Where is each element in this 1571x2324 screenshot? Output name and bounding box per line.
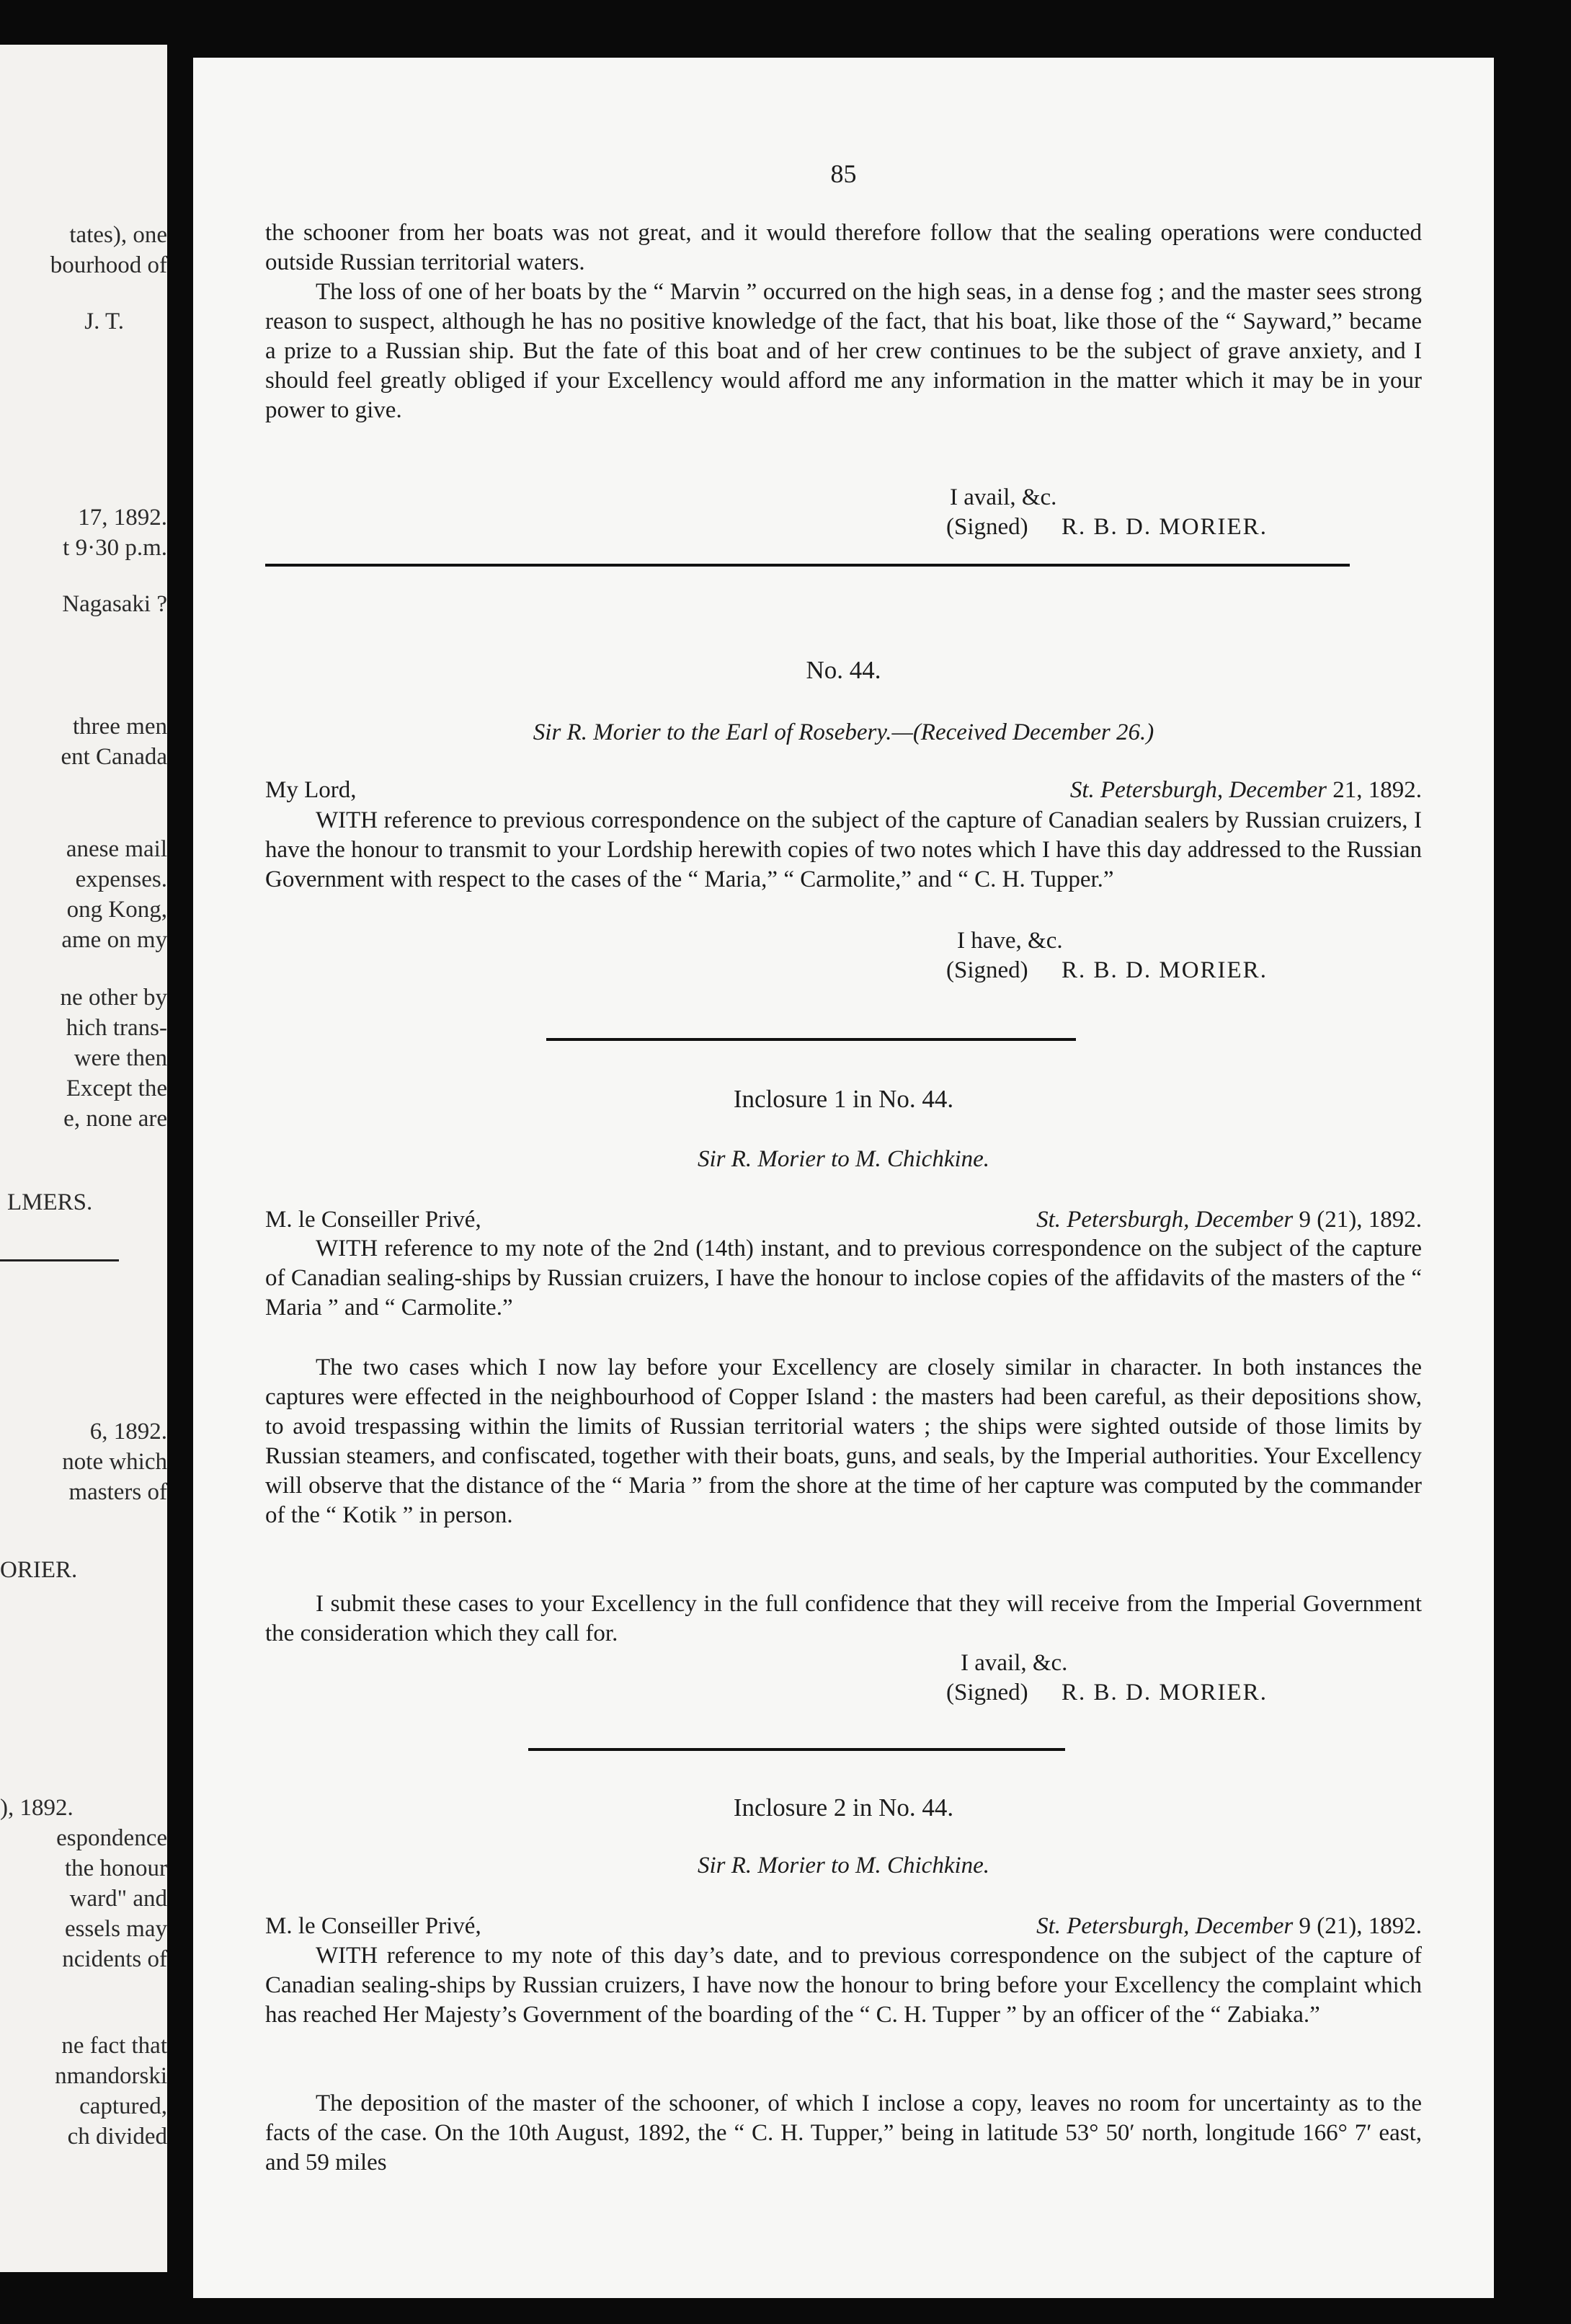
left-fragment: ne other by xyxy=(60,985,167,1011)
closing-line: I have, &c. xyxy=(957,928,1063,954)
left-fragment: masters of xyxy=(68,1479,167,1505)
inclosure1-signature-block xyxy=(265,1649,1422,1713)
left-fragment: note which xyxy=(62,1449,167,1475)
left-fragment: ong Kong, xyxy=(66,897,167,923)
left-fragment: ch divided xyxy=(67,2124,167,2150)
inclosure2-heading: Inclosure 2 in No. 44. xyxy=(733,1793,954,1822)
date-year: 9 (21), 1892. xyxy=(1293,1913,1422,1939)
left-fragment: 17, 1892. xyxy=(78,505,167,531)
inclosure2-dateline xyxy=(265,1913,1422,1942)
salutation: M. le Conseiller Privé, xyxy=(265,1207,481,1233)
date xyxy=(1036,1207,1422,1233)
left-fragment: nmandorski xyxy=(55,2063,167,2089)
closing-line: I avail, &c. xyxy=(961,1650,1068,1676)
main-page xyxy=(193,58,1494,2298)
inclosure1-paragraph-3: I submit these cases to your Excellency in the full confidence that they will receive from the Imperial Government the consideration which they call for. xyxy=(265,1591,1422,1646)
signed-label: (Signed) xyxy=(946,514,1028,540)
signature-name: R. B. D. MORIER. xyxy=(1062,514,1268,540)
section-divider xyxy=(265,564,1350,567)
date-year: 9 (21), 1892. xyxy=(1293,1207,1422,1233)
left-fragment: ne fact that xyxy=(61,2033,167,2059)
section-divider xyxy=(546,1038,1076,1041)
inclosure2-paragraph-1: WITH reference to my note of this day’s date, and to previous correspondence on the subject of the capture of Canadian sealing-ships by Russian cruizers, I have now the honour to bring before your Excellency the complaint which has reached Her Majesty’s Government of the boarding of the “ C. H. Tupper ” by an officer of the “ Zabiaka.” xyxy=(265,1943,1422,2028)
date-place: St. Petersburgh, December xyxy=(1069,777,1327,803)
left-fragment: 6, 1892. xyxy=(89,1419,167,1445)
inclosure1-paragraph-2: The two cases which I now lay before your Excellency are closely similar in character. In both instances the captures were effected in the neighbourhood of Copper Island : the masters had been careful, as their depositions show, to avoid trespassing within the limits of Russian territorial waters ; the ships were sighted outside of those limits by Russian steamers, and confiscated, together with their boats, guns, and seals, by the Imperial authorities. Your Excellency will observe that the distance of the “ Maria ” from the shore at the time of her capture was computed by the commander of the “ Kotik ” in person. xyxy=(265,1354,1422,1528)
left-fragment: expenses. xyxy=(75,866,167,892)
left-facing-page xyxy=(0,45,167,2272)
signature-name: R. B. D. MORIER. xyxy=(1062,1680,1268,1706)
left-fragment: LMERS. xyxy=(7,1189,93,1215)
date xyxy=(1070,777,1422,804)
left-fragment: tates), one xyxy=(69,222,167,248)
date xyxy=(1036,1913,1422,1940)
inclosure2-subheading: Sir R. Morier to M. Chichkine. xyxy=(697,1853,990,1879)
opening-paragraph-2: The loss of one of her boats by the “ Marvin ” occurred on the high seas, in a dense fog ; and the master sees strong reason to suspect, although he has no positive knowledge of the fact, that his boat, like those of the “ Sayward,” became a prize to a Russian ship. But the fate of this boat and of her crew continues to be the subject of grave anxiety, and I should feel greatly obliged if your Excellency would afford me any information in the matter which it may be in your power to give. xyxy=(265,279,1422,423)
left-fragment: ), 1892. xyxy=(0,1795,74,1821)
left-fragment: essels may xyxy=(64,1916,167,1942)
date-year: 21, 1892. xyxy=(1327,777,1422,803)
no44-body: WITH reference to previous correspondence on the subject of the capture of Canadian sealers by Russian cruizers, I have the honour to transmit to your Lordship herewith copies of two notes which I have this day addressed to the Russian Government with respect to the cases of the “ Maria,” “ Carmolite,” and “ C. H. Tupper.” xyxy=(265,807,1422,892)
salutation: M. le Conseiller Privé, xyxy=(265,1913,481,1939)
left-fragment: bourhood of xyxy=(50,252,167,278)
left-fragment: anese mail xyxy=(66,836,167,862)
left-fragment: ame on my xyxy=(61,927,167,953)
left-fragment: J. T. xyxy=(84,309,124,334)
date-place: St. Petersburgh, December xyxy=(1036,1913,1294,1939)
left-fragment: ORIER. xyxy=(0,1557,78,1583)
inclosure1-subheading: Sir R. Morier to M. Chichkine. xyxy=(697,1146,990,1172)
left-fragment: t 9·30 p.m. xyxy=(63,535,167,561)
left-fragment: three men xyxy=(72,714,167,740)
salutation: My Lord, xyxy=(265,777,357,803)
closing-line: I avail, &c. xyxy=(950,484,1057,510)
no44-heading: No. 44. xyxy=(806,656,881,684)
left-fragment: Except the xyxy=(66,1075,167,1101)
signed-label: (Signed) xyxy=(946,1680,1028,1706)
section-divider xyxy=(528,1748,1065,1751)
no44-subheading: Sir R. Morier to the Earl of Rosebery.—(Received December 26.) xyxy=(533,719,1154,745)
inclosure1-dateline xyxy=(265,1207,1422,1236)
left-divider xyxy=(0,1259,119,1261)
left-fragment: Nagasaki ? xyxy=(62,591,167,617)
inclosure2-paragraph-2: The deposition of the master of the schooner, of which I inclose a copy, leaves no room for uncertainty as to the facts of the case. On the 10th August, 1892, the “ C. H. Tupper,” being in latitude 53° 50′ north, longitude 166° 7′ east, and 59 miles xyxy=(265,2090,1422,2176)
signed-label: (Signed) xyxy=(946,957,1028,983)
left-fragment: espondence xyxy=(56,1825,167,1851)
date-place: St. Petersburgh, December xyxy=(1036,1207,1294,1233)
page-number: 85 xyxy=(830,159,857,188)
left-fragment: the honour xyxy=(64,1855,167,1881)
left-fragment: ncidents of xyxy=(62,1946,167,1972)
signature-name: R. B. D. MORIER. xyxy=(1062,957,1268,983)
left-fragment: were then xyxy=(74,1045,167,1071)
left-fragment: ward" and xyxy=(69,1886,167,1912)
no44-signature-block xyxy=(265,926,1422,991)
inclosure1-heading: Inclosure 1 in No. 44. xyxy=(733,1085,954,1113)
inclosure1-paragraph-1: WITH reference to my note of the 2nd (14th) instant, and to previous correspondence on the subject of the capture of Canadian sealing-ships by Russian cruizers, I have the honour to inclose copies of the affidavits of the masters of the “ Maria ” and “ Carmolite.” xyxy=(265,1236,1422,1321)
opening-paragraph-1: the schooner from her boats was not great, and it would therefore follow that the sealing operations were conducted outside Russian territorial waters. xyxy=(265,220,1422,275)
opening-signature-block xyxy=(265,483,1422,548)
left-fragment: hich trans- xyxy=(66,1015,167,1041)
no44-dateline xyxy=(265,777,1422,806)
left-fragment: e, none are xyxy=(63,1106,167,1132)
left-fragment: ent Canada xyxy=(61,744,167,770)
left-fragment: captured, xyxy=(79,2093,167,2119)
